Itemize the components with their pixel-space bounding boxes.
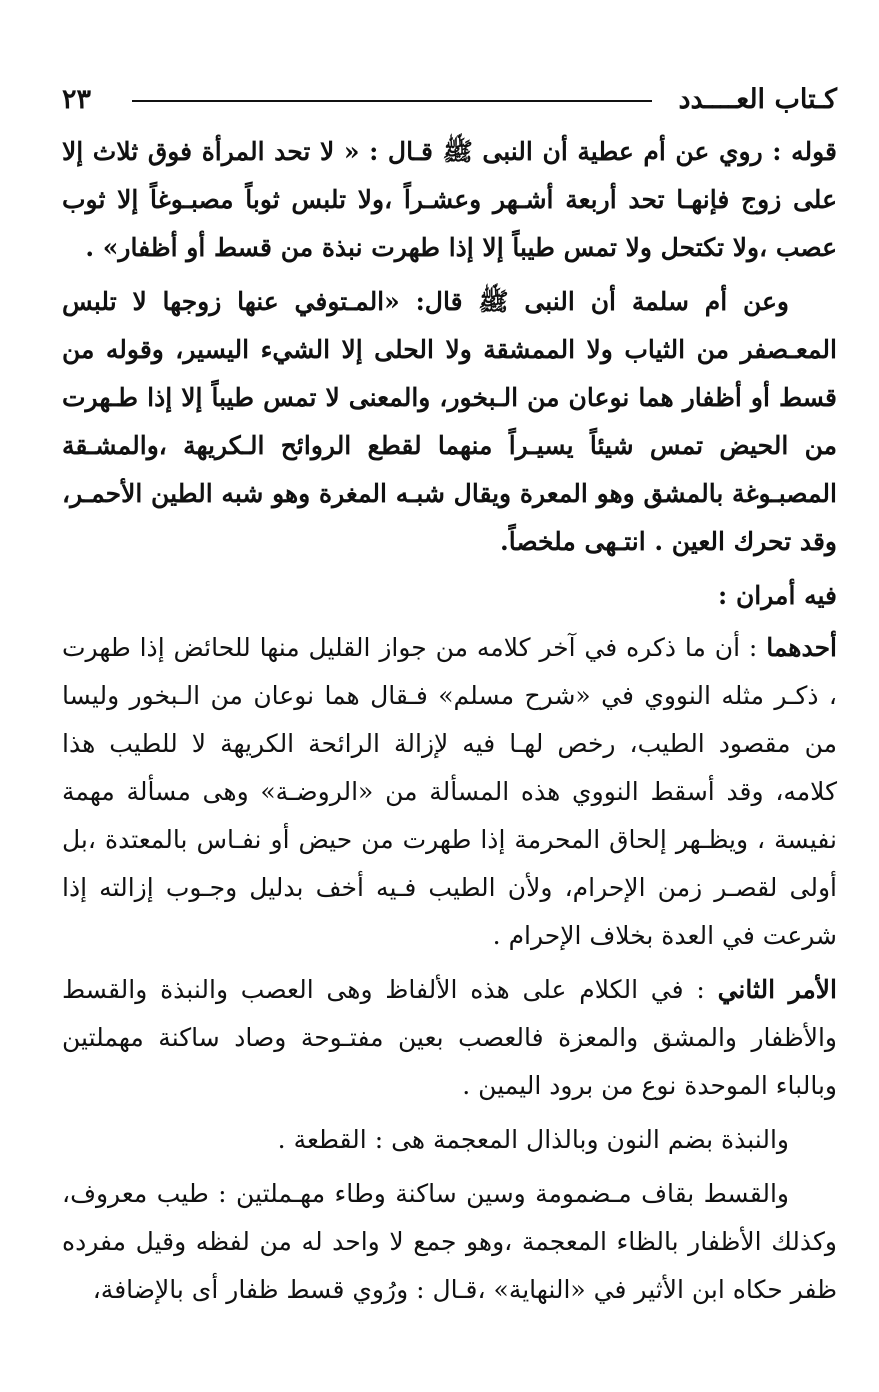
paragraph-nubdha: والنبذة بضم النون وبالذال المعجمة هى : القطعة . <box>277 1125 789 1154</box>
section-heading: فيه أمران : <box>718 581 837 610</box>
second-matter-text: : في الكلام على هذه الألفاظ وهى العصب والنبذة والقسط والأظفار والمشق والمعزة فالعصب بعين مفتـوحة وصاد ساكنة مهملتين وبالباء الموحدة نوع من برود اليمين . <box>62 975 837 1100</box>
paragraph-hadith-umm-atiyya: قوله : روي عن أم عطية أن النبى ﷺ قـال : « لا تحد المرأة فوق ثلاث إلا على زوج فإنهـا تحد أربعة أشـهر وعشـراً ،ولا تلبس ثوباً مصبـوغاً إلا ثوب عصب ،ولا تكتحل ولا تمس طيباً إلا إذا طهرت نبذة من قسط أو أظفار» . <box>62 137 837 262</box>
header-rule <box>132 100 652 102</box>
first-matter-text: : أن ما ذكره في آخر كلامه من جواز القليل منها للحائض إذا طهرت ، ذكـر مثله النووي في «شرح مسلم» فـقال هما نوعان من الـبخور وليسا من مقصود الطيب، رخص لهـا فيه لإزالة الرائحة الكريهة لا للطيب هذا كلامه، وقد أسقط النووي هذه المسألة من «الروضـة» وهى مسألة مهمة نفيسة ، ويظـهر إلحاق المحرمة إذا طهرت من حيض أو نفـاس بالمعتدة ،بل أولى لقصـر زمن الإحرام، ولأن الطيب فـيه أخف بدليل وجـوب إزالته إذا شرعت في العدة بخلاف الإحرام . <box>62 633 837 950</box>
running-header <box>62 80 837 120</box>
paragraph-first-matter <box>62 624 837 960</box>
paragraph-hadith-umm-salama: وعن أم سلمة أن النبى ﷺ قال: «المـتوفي عنها زوجها لا تلبس المعـصفر من الثياب ولا الممشقة ولا الحلى إلا الشيء اليسير، وقوله من قسط أو أظفار هما نوعان من الـبخور، والمعنى لا تمس طيباً إلا إذا طـهرت من الحيض تمس شيئاً يسيـراً منهما لقطع الروائح الـكريهة ،والمشـقة المصبـوغة بالمشق وهو المعرة ويقال شبـه المغرة وهو شبه الطين الأحمـر، وقد تحرك العين . انتـهى ملخصاً. <box>62 287 837 556</box>
first-matter-label: أحدهما <box>766 633 837 662</box>
body-text <box>62 128 837 1320</box>
paragraph-second-matter <box>62 966 837 1110</box>
page-number: ٢٣ <box>62 84 92 115</box>
paragraph-qust: والقسط بقاف مـضمومة وسين ساكنة وطاء مهـملتين : طيب معروف، وكذلك الأظفار بالظاء المعجمة ،وهو جمع لا واحد له من لفظه وقيل مفرده ظفر حكاه ابن الأثير في «النهاية» ،قـال : ورُوي قسط ظفار أى بالإضافة، <box>62 1179 837 1304</box>
chapter-title: كـتاب العــــدد <box>678 84 837 115</box>
second-matter-label: الأمر الثاني <box>717 975 837 1004</box>
